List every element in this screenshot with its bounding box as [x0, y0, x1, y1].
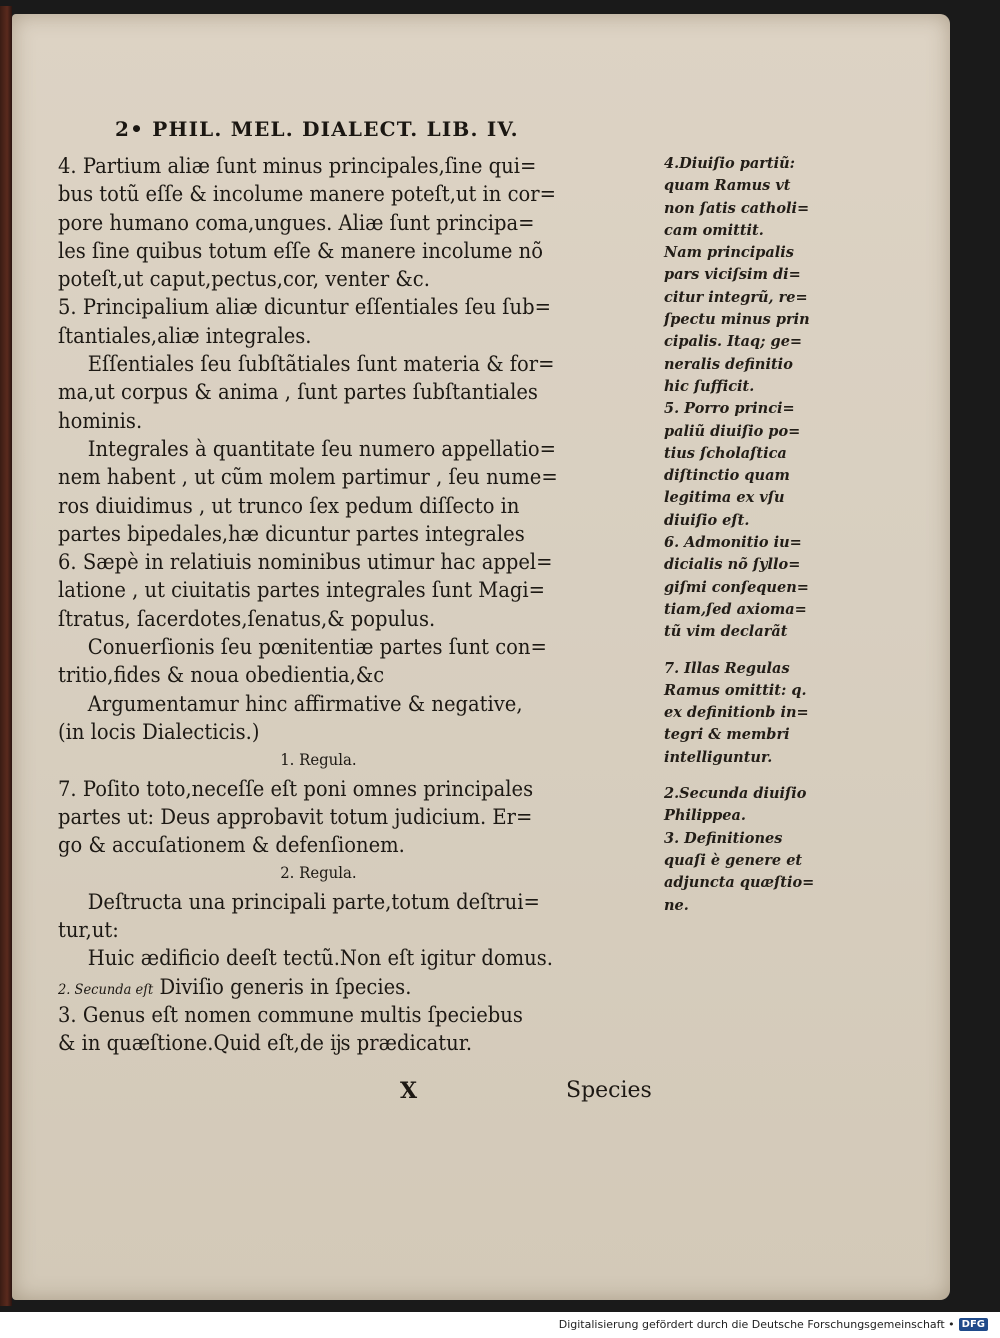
text-line [58, 973, 616, 1001]
catchword: Species [566, 1078, 652, 1103]
text-line: ſtantiales,aliæ integrales. [58, 323, 312, 348]
text-line: Conuerſionis ſeu pœnitentiæ partes ſunt con= [87, 635, 547, 660]
margin-note-line: tius ſcholaſtica [664, 444, 787, 462]
text-line: Argumentamur hinc affirmative & negative, [87, 691, 523, 716]
text-line: nem habent , ut cũm molem partimur , ſeu nume= [58, 465, 558, 490]
margin-note-line: 3. Definitiones [664, 829, 783, 847]
dfg-logo: DFG [959, 1318, 988, 1331]
text-line: 5. Principalium aliæ dicuntur eſſentiales ſeu ſub= [58, 295, 551, 320]
text-line: ros diuidimus , ut trunco ſex pedum diſſecto in [58, 493, 520, 518]
catchline [380, 1078, 680, 1108]
text-line: Integrales à quantitate ſeu numero appellatio= [87, 436, 557, 461]
margin-note-line: adjuncta quæſtio= [664, 874, 815, 892]
margin-note-line: ſpectu minus prin [664, 311, 810, 329]
margin-note-line: intelliguntur. [664, 748, 773, 766]
running-head: 2• PHIL. MEL. DIALECT. LIB. IV. [115, 117, 519, 141]
margin-note-line: 7. Illas Regulas [664, 659, 790, 677]
margin-note-line: quaſi è genere et [664, 851, 803, 869]
margin-note-line: dicialis nõ ſyllo= [664, 556, 801, 574]
text-line: partes bipedales,hæ dicuntur partes integrales [58, 521, 525, 546]
text-line: hominis. [58, 408, 143, 433]
text-line: les ſine quibus totum eſſe & manere incolume nõ [58, 238, 543, 263]
margin-note-line: diuiſio eſt. [664, 511, 750, 529]
margin-note-line: cipalis. Itaq; ge= [664, 333, 803, 351]
text-line: 4. Partium aliæ ſunt minus principales,ſine qui= [58, 154, 537, 178]
text-line: (in locis Dialecticis.) [58, 719, 260, 744]
margin-note-line: Philippea. [664, 807, 746, 825]
margin-note-line: paliũ diuiſio po= [664, 422, 801, 440]
spacer [664, 644, 834, 658]
rule-heading: 2. Regula. [280, 863, 357, 883]
text-line: Deſtructa una principali parte,totum deſtrui= [87, 889, 540, 914]
margin-note-line: pars viciſsim di= [664, 266, 801, 284]
rule-heading: 1. Regula. [280, 750, 357, 770]
main-text-block [58, 152, 616, 1058]
text-line: tritio,fides & noua obedientia,&c [58, 663, 385, 688]
text-line: go & accuſationem & defenſionem. [58, 833, 405, 858]
margin-note-line: hic ſufficit. [664, 377, 755, 395]
margin-note-line: ex definitionb in= [664, 704, 809, 722]
text-span: Diviſio generis in ſpecies. [159, 974, 412, 999]
text-line: ſtratus, ſacerdotes,ſenatus,& populus. [58, 606, 436, 631]
text-line: Eſſentiales ſeu ſubſtãtiales ſunt materia & for= [87, 352, 555, 377]
footer-text: Digitalisierung gefördert durch die Deutsche Forschungsgemeinschaft • [558, 1318, 955, 1331]
text-line: Huic ædificio deeſt tectũ.Non eſt igitur domus. [87, 946, 553, 971]
text-line: bus totũ eſſe & incolume manere poteſt,ut in cor= [58, 182, 556, 207]
book-spine-edge [0, 6, 12, 1306]
small-lead-text: 2. Secunda eſt [58, 981, 154, 998]
margin-note-line: 6. Admonitio iu= [664, 534, 802, 552]
text-line: ma,ut corpus & anima , ſunt partes ſubſtantiales [58, 380, 538, 405]
margin-note-line: tegri & membri [664, 726, 790, 744]
text-line: poteſt,ut caput,pectus,cor, venter &c. [58, 267, 430, 292]
margin-note-line: legitima ex vſu [664, 489, 785, 507]
margin-note-line: Ramus omittit: q. [664, 681, 807, 699]
margin-note-line: giſmi conſequen= [664, 578, 809, 596]
text-line: 6. Sæpè in relatiuis nominibus utimur hac appel= [58, 550, 553, 575]
margin-note-line: Nam principalis [664, 244, 794, 262]
margin-note-line: non ſatis catholi= [664, 199, 810, 217]
text-line: tur,ut: [58, 918, 119, 943]
margin-note-line: tiam,ſed axioma= [664, 600, 807, 618]
signature-mark: X [400, 1078, 418, 1104]
margin-note-line: 2.Secunda diuiſio [664, 785, 807, 803]
margin-note-line: quam Ramus vt [664, 177, 791, 195]
margin-note-line: 5. Porro princi= [664, 400, 795, 418]
margin-note-line: 4.Diuiſio partiũ: [664, 155, 796, 172]
text-line: latione , ut ciuitatis partes integrales ſunt Magi= [58, 578, 546, 603]
text-line: pore humano coma,ungues. Aliæ ſunt principa= [58, 210, 535, 235]
text-line: & in quæſtione.Quid eſt,de ĳs prædicatur. [58, 1031, 473, 1056]
margin-notes [664, 153, 834, 917]
margin-note-line: neralis definitio [664, 355, 793, 373]
margin-note-line: diſtinctio quam [664, 467, 790, 485]
margin-note-line: cam omittit. [664, 221, 764, 239]
text-line: 7. Poſito toto,neceſſe eſt poni omnes principales [58, 776, 534, 801]
margin-note-line: tũ vim declarãt [664, 623, 788, 641]
text-line: partes ut: Deus approbavit totum judicium. Er= [58, 804, 533, 829]
text-line: 3. Genus eſt nomen commune multis ſpeciebus [58, 1002, 523, 1027]
margin-note-line: ne. [664, 896, 689, 914]
spacer [664, 769, 834, 783]
margin-note-line: citur integrũ, re= [664, 288, 808, 306]
digitization-footer [559, 1318, 988, 1331]
